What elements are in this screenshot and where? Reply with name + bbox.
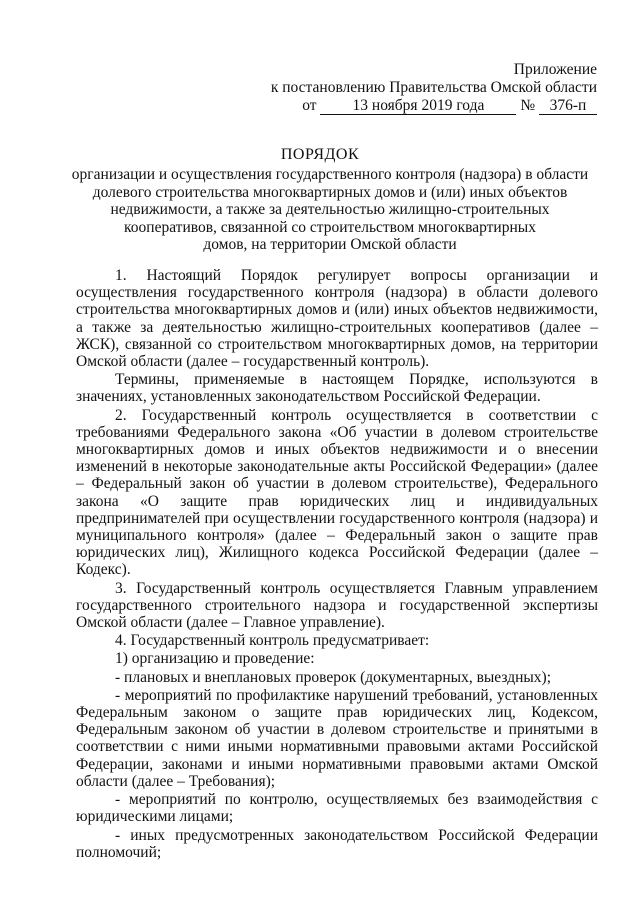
paragraph-1: 1. Настоящий Порядок регулирует вопросы организации и осуществления государственного контроля (надзора) в области долевого строительства многоквартирных домов и (или) иных объектов недвижимости, а также за деятельностью жилищно-строительных кооперативов (далее – ЖСК), связанной со строительством многоквартирных домов, на территории Омской области (далее – государственный контроль). — [76, 267, 598, 371]
appendix-date-line — [302, 97, 597, 115]
subtitle-line: домов, на территории Омской области — [203, 236, 457, 253]
document-title: ПОРЯДОК — [280, 146, 360, 163]
paragraph-4: 4. Государственный контроль предусматривает: — [115, 632, 430, 650]
list-item: - мероприятий по контролю, осуществляемых без взаимодействия с юридическими лицами; — [76, 791, 598, 826]
appendix-decree: к постановлению Правительства Омской области — [270, 79, 597, 96]
paragraph-3: 3. Государственный контроль осуществляется Главным управлением государственного строительного надзора и государственной экспертизы Омской области (далее – Главное управление). — [76, 579, 598, 632]
subtitle-line: долевого строительства многоквартирных домов и (или) иных объектов — [92, 183, 568, 201]
subtitle-line: организации и осуществления государственного контроля (надзора) в области — [71, 166, 589, 183]
list-item: - плановых и внеплановых проверок (документарных, выездных); — [115, 668, 552, 686]
document-body — [76, 267, 598, 861]
list-item: - мероприятий по профилактике нарушений требований, установленных Федеральным законом о защите прав юридических лиц, Кодексом, Федеральным законом об участии в долевом строительстве и принятыми в соответствии с ними иными нормативными правовыми актами Российской Федерации, законами и иными нормативными правовыми актами Омской области (далее – Требования); — [76, 686, 598, 790]
appendix-from-label: от — [302, 97, 317, 114]
document-subtitle — [70, 166, 590, 254]
appendix-title: Приложение — [513, 61, 597, 78]
appendix-date: 13 ноября 2019 года — [320, 98, 516, 115]
appendix-number: 376-п — [539, 98, 597, 115]
list-item: - иных предусмотренных законодательством Российской Федерации полномочий; — [76, 826, 598, 861]
list-item: 1) организацию и проведение: — [115, 650, 315, 668]
paragraph-2: 2. Государственный контроль осуществляется в соответствии с требованиями Федерального закона «Об участии в долевом строительстве многоквартирных домов и иных объектов недвижимости и о внесении изменений в некоторые законодательные акты Российской Федерации» (далее – Федеральный закон об участии в долевом строительстве), Федерального закона «О защите прав юридических лиц и индивидуальных предпринимателей при осуществлении государственного контроля (надзора) и муниципального контроля» (далее – Федеральный закон о защите прав юридических лиц), Жилищного кодекса Российской Федерации (далее – Кодекс). — [76, 406, 598, 579]
paragraph-terms: Термины, применяемые в настоящем Порядке, используются в значениях, установленных законодательством Российской Федерации. — [76, 371, 598, 406]
subtitle-line: недвижимости, а также за деятельностью жилищно-строительных — [110, 201, 550, 218]
subtitle-line: кооперативов, связанной со строительством многоквартирных — [124, 218, 536, 236]
appendix-number-label: № — [520, 97, 536, 114]
